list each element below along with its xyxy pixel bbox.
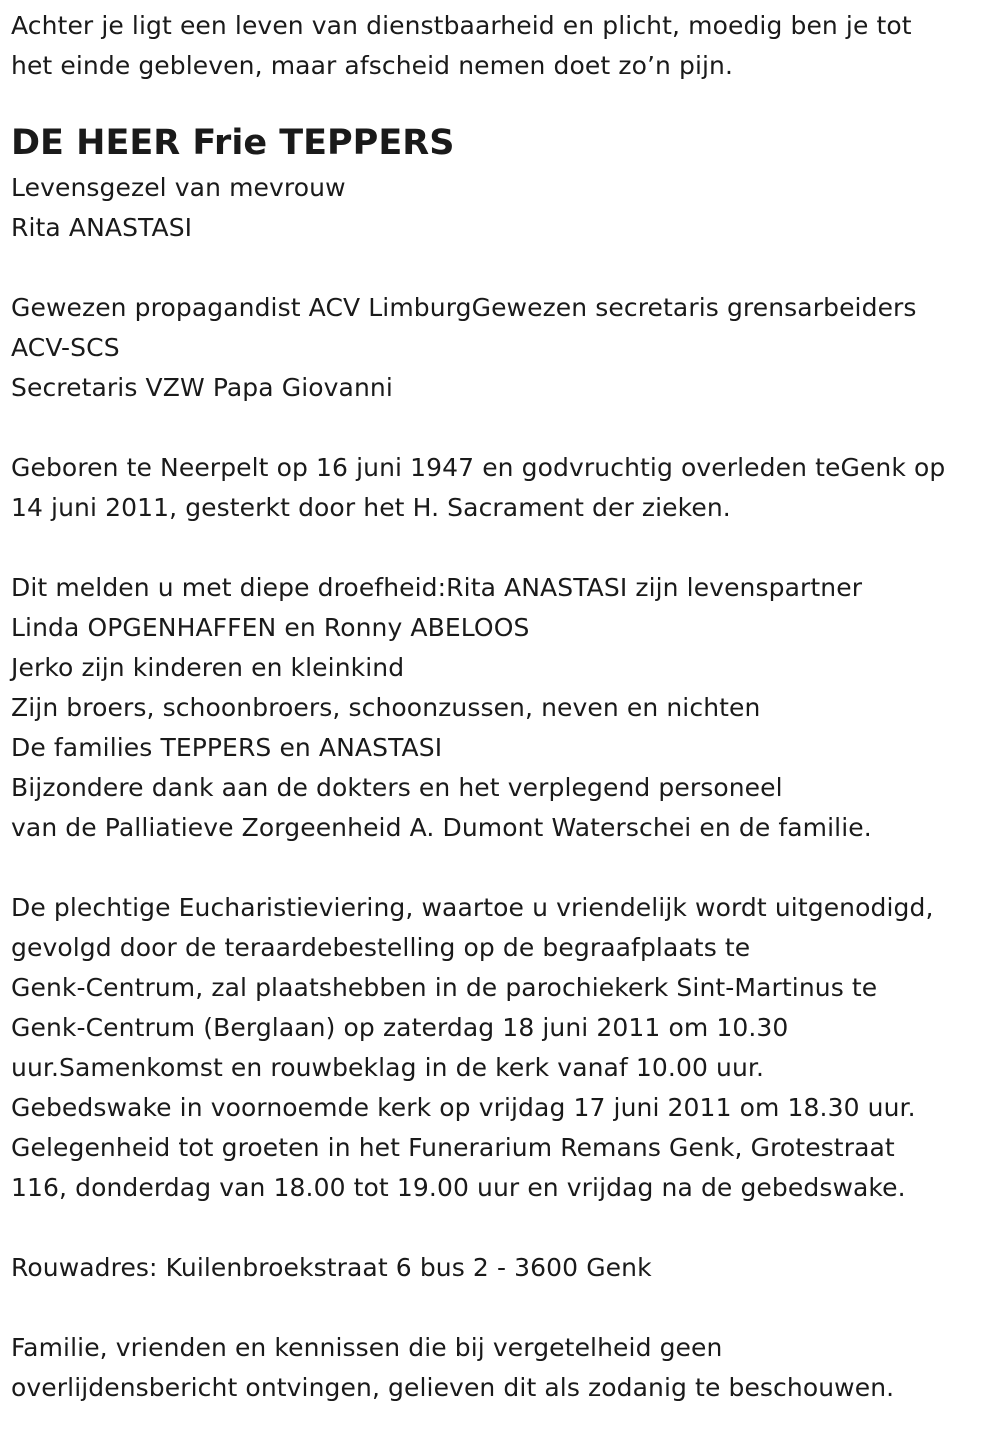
ceremony-line: Genk-Centrum (Berglaan) op zaterdag 18 juni 2011 om 10.30 <box>11 1013 789 1042</box>
partner-paragraph <box>11 168 991 248</box>
partner-line: Rita ANASTASI <box>11 213 193 242</box>
function-line: ACV-SCS <box>11 333 120 362</box>
paragraph-gap <box>11 1288 991 1328</box>
ceremony-paragraph <box>11 888 991 1208</box>
address-line: Rouwadres: Kuilenbroekstraat 6 bus 2 - 3600 Genk <box>11 1253 652 1282</box>
deceased-name: DE HEER Frie TEPPERS <box>11 123 455 163</box>
announcement-line: van de Palliatieve Zorgeenheid A. Dumont Waterschei en de familie. <box>11 813 872 842</box>
closing-line: overlijdensbericht ontvingen, gelieven dit als zodanig te beschouwen. <box>11 1373 895 1402</box>
announcement-line: Linda OPGENHAFFEN en Ronny ABELOOS <box>11 613 530 642</box>
ceremony-line: Gebedswake in voornoemde kerk op vrijdag 17 juni 2011 om 18.30 uur. <box>11 1093 916 1122</box>
paragraph-gap <box>11 408 991 448</box>
paragraph-gap <box>11 528 991 568</box>
ceremony-line: gevolgd door de teraardebestelling op de begraafplaats te <box>11 933 751 962</box>
function-line: Secretaris VZW Papa Giovanni <box>11 373 393 402</box>
birth-death-line: Geboren te Neerpelt op 16 juni 1947 en godvruchtig overleden teGenk op <box>11 453 946 482</box>
address-paragraph <box>11 1248 991 1288</box>
ceremony-line: De plechtige Eucharistieviering, waartoe u vriendelijk wordt uitgenodigd, <box>11 893 934 922</box>
announcement-line: Jerko zijn kinderen en kleinkind <box>11 653 405 682</box>
closing-line: Familie, vrienden en kennissen die bij vergetelheid geen <box>11 1333 723 1362</box>
intro-paragraph <box>11 6 991 86</box>
announcement-line: Dit melden u met diepe droefheid:Rita ANASTASI zijn levenspartner <box>11 573 863 602</box>
ceremony-line: Gelegenheid tot groeten in het Funerarium Remans Genk, Grotestraat <box>11 1133 895 1162</box>
intro-line: Achter je ligt een leven van dienstbaarheid en plicht, moedig ben je tot <box>11 11 912 40</box>
announcement-paragraph <box>11 568 991 848</box>
paragraph-gap <box>11 248 991 288</box>
birth-death-paragraph <box>11 448 991 528</box>
announcement-line: Zijn broers, schoonbroers, schoonzussen, neven en nichten <box>11 693 761 722</box>
announcement-line: Bijzondere dank aan de dokters en het verplegend personeel <box>11 773 783 802</box>
ceremony-line: 116, donderdag van 18.00 tot 19.00 uur en vrijdag na de gebedswake. <box>11 1173 906 1202</box>
announcement-line: De families TEPPERS en ANASTASI <box>11 733 443 762</box>
paragraph-gap <box>11 1208 991 1248</box>
partner-line: Levensgezel van mevrouw <box>11 173 346 202</box>
obituary-notice <box>11 6 991 1408</box>
intro-line: het einde gebleven, maar afscheid nemen doet zo’n pijn. <box>11 51 734 80</box>
paragraph-gap <box>11 848 991 888</box>
ceremony-line: Genk-Centrum, zal plaatshebben in de parochiekerk Sint-Martinus te <box>11 973 878 1002</box>
function-line: Gewezen propagandist ACV LimburgGewezen secretaris grensarbeiders <box>11 293 917 322</box>
ceremony-line: uur.Samenkomst en rouwbeklag in de kerk vanaf 10.00 uur. <box>11 1053 765 1082</box>
birth-death-line: 14 juni 2011, gesterkt door het H. Sacrament der zieken. <box>11 493 731 522</box>
functions-paragraph <box>11 288 991 408</box>
closing-paragraph <box>11 1328 991 1408</box>
